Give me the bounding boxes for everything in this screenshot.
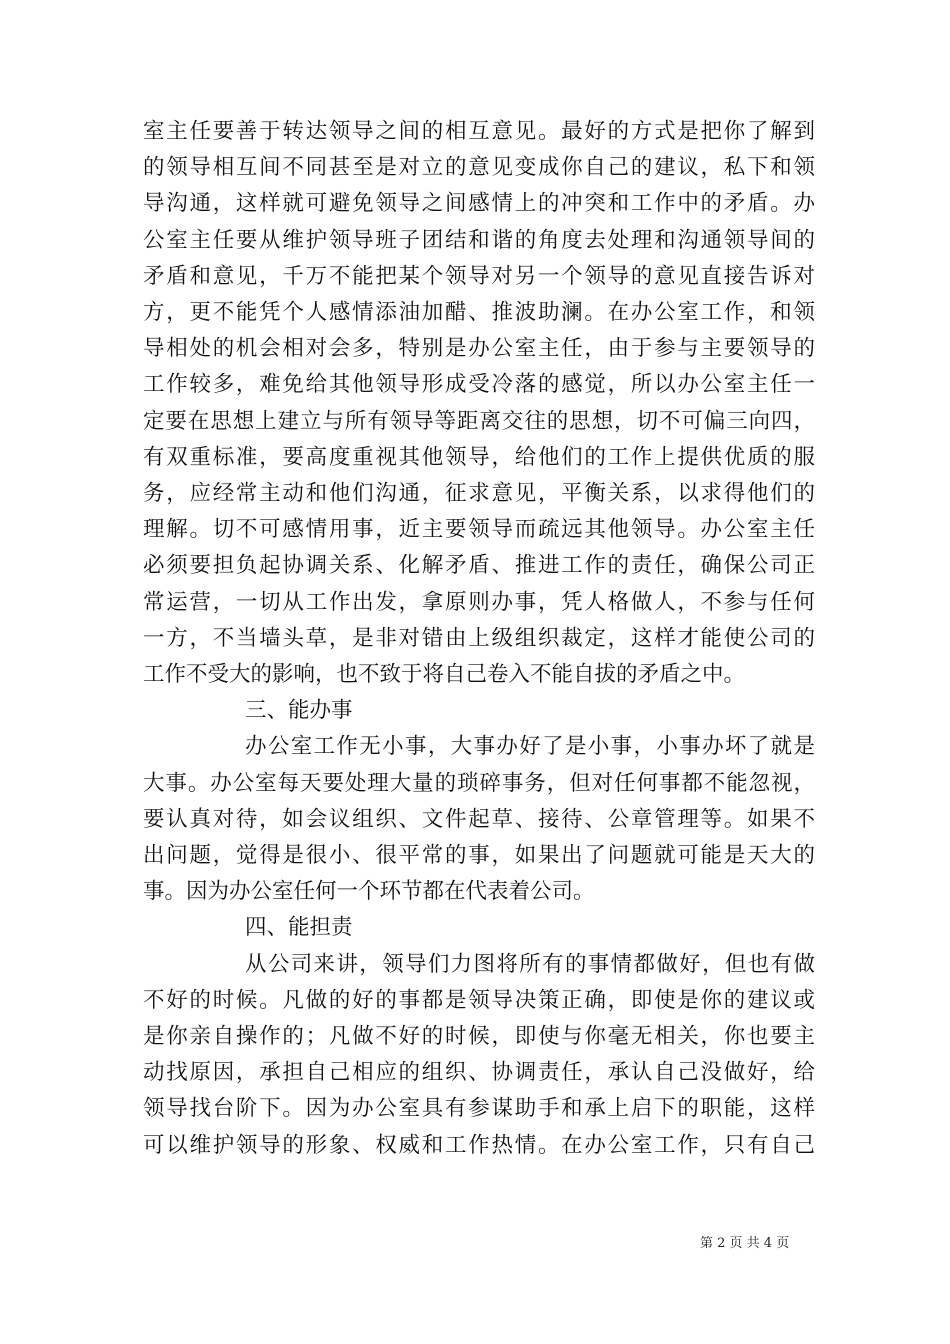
paragraph-line: 矛盾和意见，千万不能把某个领导对另一个领导的意见直接告诉对: [143, 263, 815, 289]
paragraph-line: 工作较多，难免给其他领导形成受冷落的感觉，所以办公室主任一: [143, 372, 815, 398]
page-footer: 第 2 页 共 4 页: [700, 1236, 790, 1251]
paragraph-line: 要认真对待，如会议组织、文件起草、接待、公章管理等。如果不: [143, 806, 815, 832]
paragraph-line: 领导找台阶下。因为办公室具有参谋助手和承上启下的职能，这样: [143, 1096, 815, 1122]
paragraph-line: 一方，不当墙头草，是非对错由上级组织裁定，这样才能使公司的: [143, 625, 815, 651]
paragraph-line: 动找原因，承担自己相应的组织、协调责任，承认自己没做好，给: [143, 1060, 815, 1086]
paragraph-line: 工作不受大的影响，也不致于将自己卷入不能自拔的矛盾之中。: [143, 662, 746, 687]
paragraph-line: 大事。办公室每天要处理大量的琐碎事务，但对任何事都不能忽视，: [143, 770, 815, 796]
paragraph-line: 不好的时候。凡做的好的事都是领导决策正确，即使是你的建议或: [143, 987, 815, 1013]
paragraph-line: 必须要担负起协调关系、化解矛盾、推进工作的责任，确保公司正: [143, 553, 815, 579]
paragraph-line: 公室主任要从维护领导班子团结和谐的角度去处理和沟通领导间的: [143, 227, 815, 253]
section-heading: 三、能办事: [245, 698, 353, 724]
section-heading: 四、能担责: [245, 915, 353, 941]
paragraph-line: 出问题，觉得是很小、很平常的事，如果出了问题就可能是天大的: [143, 843, 815, 868]
paragraph-line: 导沟通，这样就可避免领导之间感情上的冲突和工作中的矛盾。办: [143, 191, 815, 217]
paragraph-line: 的领导相互间不同甚至是对立的意见变成你自己的建议，私下和领: [143, 155, 815, 181]
paragraph-line: 导相处的机会相对会多，特别是办公室主任，由于参与主要领导的: [143, 336, 815, 362]
paragraph-line: 室主任要善于转达领导之间的相互意见。最好的方式是把你了解到: [143, 119, 815, 144]
paragraph-line: 方，更不能凭个人感情添油加醋、推波助澜。在办公室工作，和领: [143, 300, 815, 325]
paragraph-line: 事。因为办公室任何一个环节都在代表着公司。: [143, 879, 595, 905]
paragraph-line: 从公司来讲，领导们力图将所有的事情都做好，但也有做: [245, 951, 815, 977]
paragraph-line: 有双重标准，要高度重视其他领导，给他们的工作上提供优质的服: [143, 444, 815, 470]
paragraph-line: 可以维护领导的形象、权威和工作热情。在办公室工作，只有自己: [143, 1132, 815, 1158]
paragraph-line: 理解。切不可感情用事，近主要领导而疏远其他领导。办公室主任: [143, 517, 815, 543]
paragraph-line: 是你亲自操作的；凡做不好的时候，即使与你毫无相关，你也要主: [143, 1024, 815, 1049]
paragraph-line: 务，应经常主动和他们沟通，征求意见，平衡关系，以求得他们的: [143, 481, 815, 506]
paragraph-line: 办公室工作无小事，大事办好了是小事，小事办坏了就是: [245, 734, 815, 760]
paragraph-line: 常运营，一切从工作出发，拿原则办事，凭人格做人，不参与任何: [143, 589, 815, 615]
paragraph-line: 定要在思想上建立与所有领导等距离交往的思想，切不可偏三向四，: [143, 408, 815, 434]
